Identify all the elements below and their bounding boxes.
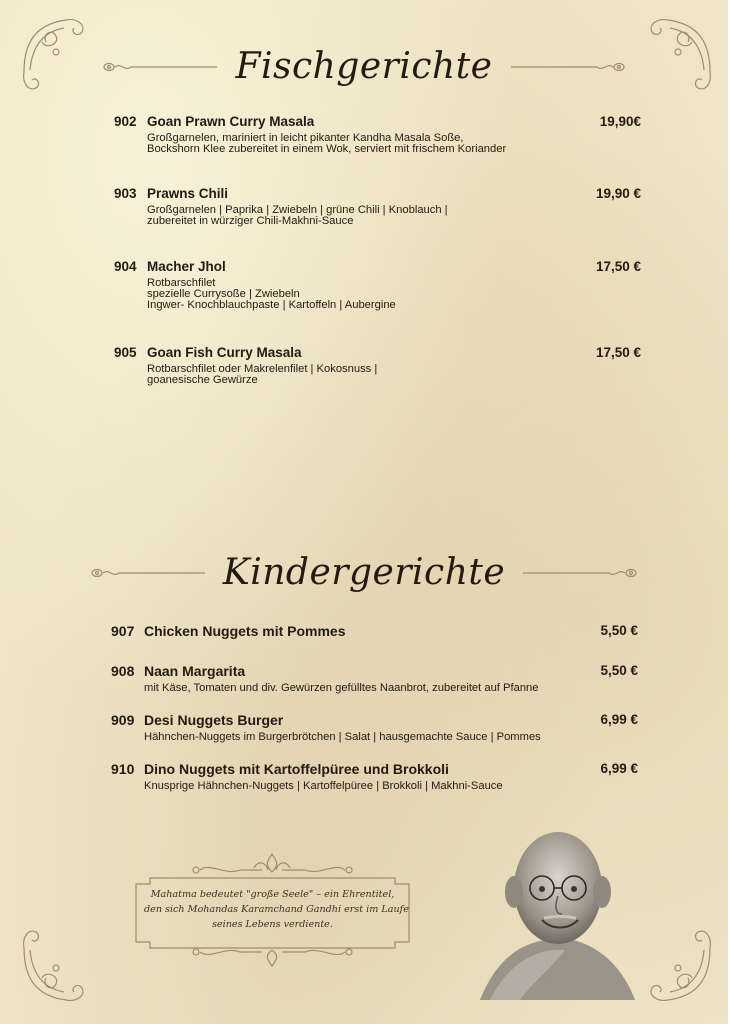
item-number: 910 [111, 761, 135, 777]
item-price: 19,90 € [595, 186, 641, 201]
item-number: 904 [114, 259, 137, 274]
item-price: 5,50 € [600, 663, 638, 678]
item-name: Goan Fish Curry Masala [147, 345, 302, 360]
gandhi-portrait-icon [470, 820, 640, 1000]
flourish-right-icon [519, 565, 639, 581]
quote-line: den sich Mohandas Karamchand Gandhi erst im Laufe [144, 904, 409, 915]
item-price: 19,90€ [599, 114, 641, 129]
item-number: 907 [111, 623, 135, 639]
item-description-line: zubereitet in würziger Chili-Makhni-Sauce [147, 215, 354, 227]
item-description-line: Rotbarschfilet oder Makrelenfilet | Kokosnuss | [147, 363, 378, 375]
item-description-line: Hähnchen-Nuggets im Burgerbrötchen | Salat | hausgemachte Sauce | Pommes [144, 731, 541, 743]
quote-line: seines Lebens verdiente. [212, 919, 333, 930]
item-name: Macher Jhol [147, 259, 226, 274]
quote-text [144, 887, 409, 932]
item-name: Dino Nuggets mit Kartoffelpüree und Brokkoli [144, 761, 449, 777]
item-price: 17,50 € [595, 259, 641, 274]
menu-item [0, 663, 728, 695]
corner-ornament-icon [628, 918, 718, 1008]
item-number: 905 [114, 345, 137, 360]
menu-item [0, 259, 728, 312]
item-description-line: spezielle Currysoße | Zwiebeln [147, 288, 300, 300]
item-description-line: Ingwer- Knochblauchpaste | Kartoffeln | Aubergine [147, 299, 396, 311]
item-name: Desi Nuggets Burger [144, 712, 284, 728]
item-name: Goan Prawn Curry Masala [147, 114, 315, 129]
item-number: 902 [114, 114, 137, 129]
item-price: 17,50 € [595, 345, 641, 360]
item-price: 6,99 € [600, 712, 638, 727]
quote-box [130, 850, 415, 970]
item-description-line: goanesische Gewürze [147, 374, 258, 386]
quote-line: Mahatma bedeutet "große Seele" – ein Ehrentitel, [150, 889, 395, 900]
corner-ornament-icon [16, 918, 106, 1008]
menu-item [0, 623, 728, 643]
item-number: 903 [114, 186, 137, 201]
item-description-line: Rotbarschfilet [147, 277, 216, 289]
item-number: 909 [111, 712, 135, 728]
menu-item [0, 114, 728, 156]
item-description-line: Großgarnelen | Paprika | Zwiebeln | grüne Chili | Knoblauch | [147, 204, 448, 216]
menu-item [0, 345, 728, 387]
flourish-left-icon [89, 565, 209, 581]
flourish-right-icon [507, 59, 627, 75]
item-number: 908 [111, 663, 135, 679]
item-name: Chicken Nuggets mit Pommes [144, 623, 346, 639]
fish-section-header [0, 46, 728, 87]
section-title: Kindergerichte [222, 552, 506, 593]
kids-section-header [0, 552, 728, 593]
item-description-line: Knusprige Hähnchen-Nuggets | Kartoffelpüree | Brokkoli | Makhni-Sauce [144, 780, 503, 792]
item-description-line: Großgarnelen, mariniert in leicht pikanter Kandha Masala Soße, [147, 132, 464, 144]
item-name: Naan Margarita [144, 663, 246, 679]
item-price: 5,50 € [600, 623, 638, 638]
item-price: 6,99 € [600, 761, 638, 776]
section-title: Fischgerichte [235, 46, 493, 87]
item-name: Prawns Chili [147, 186, 229, 201]
menu-item [0, 186, 728, 228]
flourish-left-icon [101, 59, 221, 75]
menu-item [0, 712, 728, 744]
menu-item [0, 761, 728, 793]
item-description-line: Bockshorn Klee zubereitet in einem Wok, serviert mit frischem Koriander [147, 143, 507, 155]
item-description-line: mit Käse, Tomaten und div. Gewürzen gefülltes Naanbrot, zubereitet auf Pfanne [144, 682, 539, 694]
